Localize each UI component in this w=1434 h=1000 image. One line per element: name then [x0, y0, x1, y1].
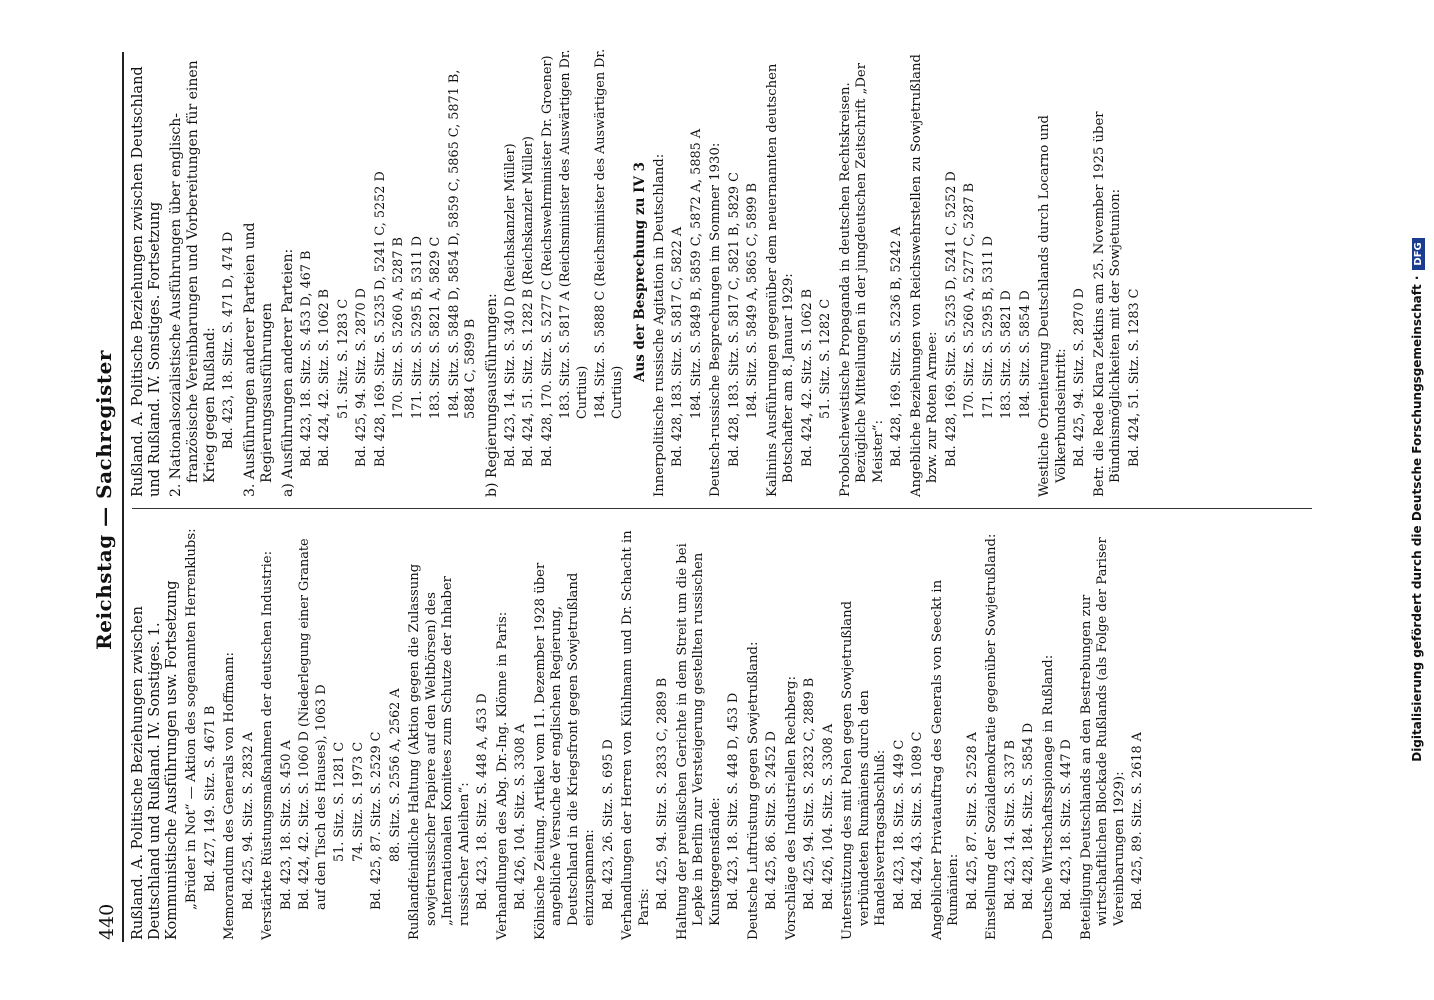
discussion-heading: Aus der Besprechung zu IV 3 — [632, 161, 648, 383]
index-entry: Memorandum des Generals von Hoffmann: — [222, 652, 237, 940]
funding-note — [1410, 20, 1425, 980]
index-reference: 184. Sitz. S. 5849 A, 5865 C, 5899 B — [745, 182, 760, 419]
subsection-heading: a) Ausführungen anderer Parteien: — [279, 248, 296, 497]
index-reference: Bd. 425, 86. Sitz. S. 2452 D — [764, 731, 779, 910]
index-reference: 184. Sitz. S. 5888 C (Reichsminister des Auswärtigen Dr. Curtius) — [593, 48, 625, 419]
column-heading: Rußland. A. Politische Beziehungen zwischen Deutschland und Rußland. IV. Sonstiges. Fortsetzung — [130, 66, 163, 497]
index-reference: Bd. 423, 14. Sitz. S. 340 D (Reichskanzler Müller) — [502, 143, 518, 467]
index-reference: 183. Sitz. S. 5817 A (Reichsminister des Auswärtigen Dr. Curtius) — [558, 49, 590, 419]
funding-text: Digitalisierung gefördert durch die Deutsche Forschungsgemeinschaft · — [1410, 275, 1424, 762]
index-reference: Bd. 428, 169. Sitz. S. 5235 D, 5241 C, 5252 D — [372, 171, 388, 467]
index-entry: Kölnische Zeitung. Artikel vom 11. Dezember 1928 über angebliche Versuche der englischen Regierung, Deutschland in die Kriegsfront gegen Sowjetrußland einzuspannen: — [532, 562, 597, 940]
index-reference: Bd. 426, 104. Sitz. S. 3308 A — [820, 723, 836, 910]
index-reference: Bd. 427, 149. Sitz. S. 4671 B — [202, 705, 218, 892]
index-reference: Bd. 425, 94. Sitz. S. 2832 C, 2889 B — [802, 677, 817, 910]
index-entry: Betr. die Rede Klara Zetkins am 25. November 1925 über Bündnismöglichkeiten mit der Sowjetunion: — [1091, 111, 1123, 497]
index-reference: 170. Sitz. S. 5260 A, 5277 C, 5287 B — [962, 182, 977, 419]
index-reference: 184. Sitz. S. 5854 D — [1017, 290, 1033, 419]
index-entry: Verstärkte Rüstungsmaßnahmen der deutschen Industrie: — [260, 550, 275, 940]
index-reference: Bd. 425, 94. Sitz. S. 2833 C, 2889 B — [655, 677, 670, 910]
index-reference: Bd. 425, 94. Sitz. S. 2832 A — [240, 732, 256, 910]
running-head: Reichstag — Sachregister — [92, 350, 116, 650]
index-reference: 74. Sitz. S. 1973 C — [350, 741, 366, 862]
column-divider — [132, 508, 1312, 509]
dfg-logo: DFG — [1412, 238, 1425, 269]
index-reference: Bd. 423, 18. Sitz. S. 448 D, 453 D — [726, 692, 741, 910]
index-reference: 51. Sitz. S. 1283 C — [335, 298, 351, 419]
index-entry: Kalinins Ausführungen gegenüber dem neuernannten deutschen Botschafter am 8. Januar 1929: — [764, 63, 796, 497]
header-rule — [122, 52, 124, 942]
index-reference: 88. Sitz. S. 2556 A, 2562 A — [387, 688, 403, 862]
index-reference: Bd. 423, 18. Sitz. S. 447 D — [1059, 739, 1074, 910]
index-entry: Innerpolitische russische Agitation in Deutschland: — [651, 153, 667, 497]
left-column — [130, 520, 1149, 940]
index-reference: Bd. 428, 184. Sitz. S. 5854 D — [1021, 722, 1036, 910]
index-reference: Bd. 424, 42. Sitz. S. 1062 B — [799, 288, 815, 467]
index-entry: Verhandlungen der Herren von Kühlmann und Dr. Schacht in Paris: — [620, 530, 652, 940]
index-reference: 183. Sitz. S. 5821 A, 5829 C — [428, 236, 443, 419]
page-number: 440 — [96, 903, 118, 940]
index-reference: Bd. 423, 18. Sitz. S. 453 D, 467 B — [298, 250, 314, 467]
index-reference: Bd. 424, 42. Sitz. S. 1060 D (Niederlegung einer Granate auf den Tisch des Hauses), 1063 D — [297, 538, 329, 910]
index-entry: Deutsch-russische Besprechungen im Sommer 1930: — [708, 142, 723, 497]
index-entry: Deutsche Wirtschaftsspionage in Rußland: — [1040, 654, 1056, 940]
index-reference: Bd. 423, 18. Sitz. S. 450 A — [278, 740, 294, 910]
index-reference: Bd. 428, 169. Sitz. S. 5236 B, 5242 A — [889, 226, 904, 467]
index-reference: Bd. 424, 51. Sitz. S. 1283 C — [1126, 288, 1142, 467]
right-column — [130, 47, 1145, 497]
index-reference: 171. Sitz. S. 5295 B, 5311 D — [409, 236, 425, 419]
index-entry: Angeblicher Privatauftrag des Generals von Seeckt in Rumänien: — [929, 579, 961, 940]
index-reference: Bd. 426, 104. Sitz. S. 3308 A — [513, 723, 528, 910]
index-entry: Westliche Orientierung Deutschlands durch Locarno und Völkerbundseintritt: — [1037, 115, 1069, 497]
index-reference: Bd. 425, 87. Sitz. S. 2529 C — [369, 731, 384, 910]
index-reference: Bd. 428, 169. Sitz. S. 5235 D, 5241 C, 5252 D — [943, 171, 959, 467]
index-reference: 51. Sitz. S. 1282 C — [818, 298, 833, 419]
index-reference: Bd. 424, 51. Sitz. S. 1282 B (Reichskanzler Müller) — [521, 136, 536, 467]
index-reference: 183. Sitz. S. 5821 D — [999, 290, 1014, 419]
index-entry: Vorschläge des Industriellen Rechberg: — [783, 676, 799, 940]
index-entry: „Brüder in Not“ — Aktion des sogenannten Herrenklubs: — [184, 528, 199, 910]
index-entry: Rußlandfeindliche Haltung (Aktion gegen die Zulassung sowjetrussischer Papiere auf den Weltbörsen) des „Internationalen Komitees zum Schutze der Inhaber russischer Anleihen“: — [407, 563, 472, 940]
section-heading: 3. Ausführungen anderer Parteien und Regierungsausführungen — [241, 222, 275, 497]
index-entry: Unterstützung des mit Polen gegen Sowjetrußland verbündeten Rumäniens durch den Handelsvertragsabschluß: — [840, 600, 888, 940]
index-reference: Bd. 423, 18. Sitz. S. 471 D, 474 D — [221, 231, 236, 449]
index-reference: Bd. 423, 18. Sitz. S. 448 A, 453 D — [475, 693, 490, 910]
index-reference: Bd. 424, 42. Sitz. S. 1062 B — [317, 288, 332, 467]
index-reference: 170. Sitz. S. 5260 A, 5287 B — [391, 237, 406, 419]
index-reference: 171. Sitz. S. 5295 B, 5311 D — [980, 236, 996, 419]
index-reference: 184. Sitz. S. 5849 B, 5859 C, 5872 A, 5885 A — [688, 128, 704, 419]
index-reference: Bd. 425, 87. Sitz. S. 2528 A — [964, 732, 980, 910]
index-entry: Angebliche Beziehungen von Reichswehrstellen zu Sowjetrußland bzw. zur Roten Armee: — [908, 54, 940, 497]
index-reference: Bd. 428, 183. Sitz. S. 5817 C, 5821 B, 5829 C — [726, 172, 742, 467]
section-heading: 2. Nationalsozialistische Ausführungen über englisch-französische Vereinbarungen und Vorbereitungen für einen Krieg gegen Rußland: — [168, 60, 218, 497]
index-entry: Beteiligung Deutschlands an den Bestrebungen zur wirtschaftlichen Blockade Rußlands (als Folge der Pariser Vereinbarungen 1929): — [1078, 537, 1127, 940]
index-reference: 184. Sitz. S. 5848 D, 5854 D, 5859 C, 5865 C, 5871 B, 5884 C, 5899 B — [446, 69, 478, 419]
subsection-heading: b) Regierungsausführungen: — [483, 293, 500, 497]
index-reference: Bd. 425, 94. Sitz. S. 2870 D — [354, 288, 369, 467]
index-reference: Bd. 423, 26. Sitz. S. 695 D — [600, 739, 616, 910]
column-heading: Rußland. A. Politische Beziehungen zwischen Deutschland und Rußland. IV. Sonstiges. 1. Kommunistische Ausführungen usw. Fortsetzung — [130, 580, 180, 940]
index-reference: Bd. 425, 89. Sitz. S. 2618 A — [1130, 732, 1145, 910]
index-reference: Bd. 423, 14. Sitz. S. 337 B — [1002, 740, 1018, 910]
index-reference: Bd. 424, 43. Sitz. S. 1089 C — [910, 731, 925, 910]
index-entry: Deutsche Luftrüstung gegen Sowjetrußland: — [745, 641, 761, 940]
index-entry: Haltung der preußischen Gerichte in dem Streit um die bei Lepke in Berlin zur Versteigerung gestellten russischen Kunstgegenstände: — [674, 543, 723, 940]
index-entry: Einstellung der Sozialdemokratie gegenüber Sowjetrußland: — [984, 533, 999, 940]
index-entry: Verhandlungen des Abg. Dr.-Ing. Klönne in Paris: — [494, 611, 510, 940]
index-reference: Bd. 428, 170. Sitz. S. 5277 C (Reichswehrminister Dr. Groener) — [539, 55, 555, 467]
index-reference: Bd. 428, 183. Sitz. S. 5817 C, 5822 A — [670, 226, 685, 467]
index-reference: 51. Sitz. S. 1281 C — [332, 741, 347, 862]
index-reference: Bd. 425, 94. Sitz. S. 2870 D — [1072, 288, 1087, 467]
index-reference: Bd. 423, 18. Sitz. S. 449 C — [891, 739, 907, 910]
index-entry: Probolschewistische Propaganda in deutschen Rechtskreisen. Bezügliche Mitteilungen in der jungdeutschen Zeitschrift „Der Meister“: — [837, 62, 886, 497]
